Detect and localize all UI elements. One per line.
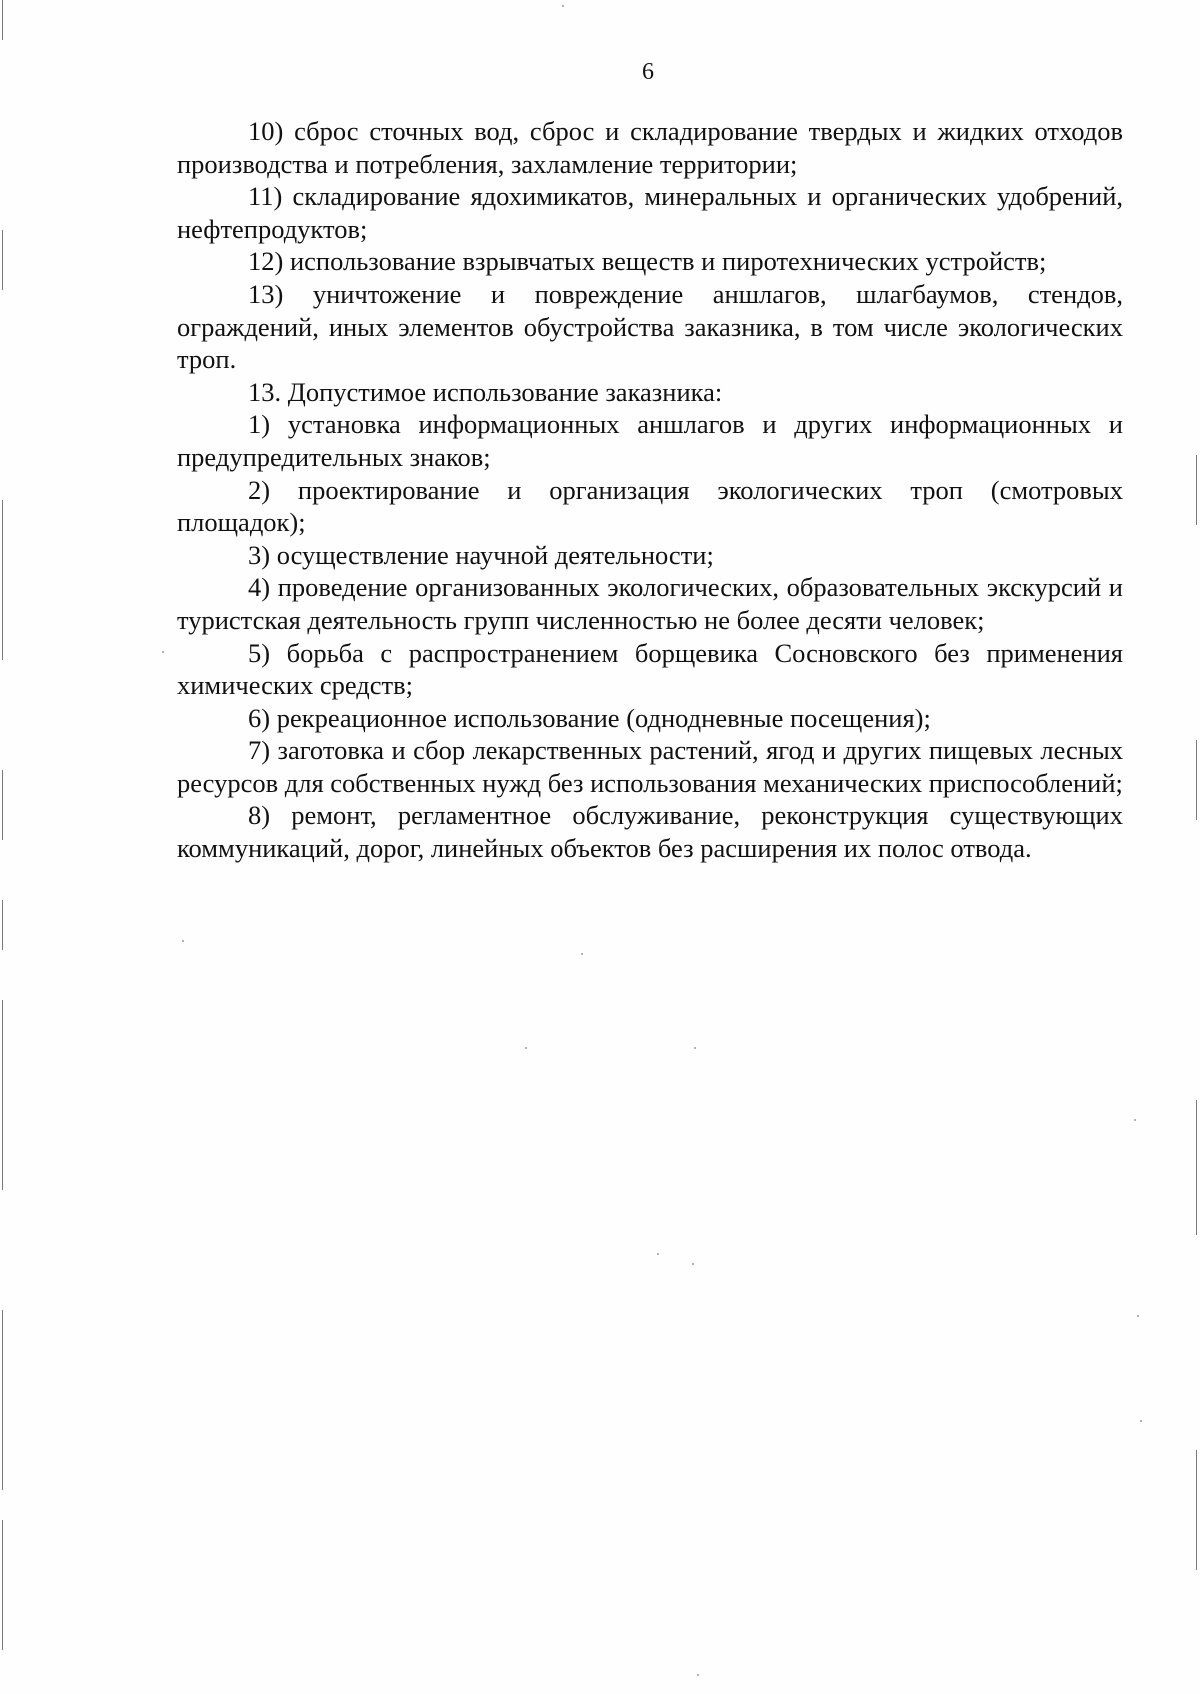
scan-edge-line [2, 900, 3, 950]
paragraph-item-11: 11) складирование ядохимикатов, минеральных и органических удобрений, нефтепродуктов; [177, 181, 1123, 244]
paragraph-item-10: 10) сброс сточных вод, сброс и складирование твердых и жидких отходов производства и потребления, захламление территории; [177, 116, 1123, 179]
scan-edge-line [1196, 455, 1197, 525]
scan-speck [697, 1674, 699, 1676]
document-body [177, 115, 1123, 865]
scan-edge-line [1196, 740, 1197, 820]
scan-speck [562, 5, 564, 7]
scan-edge-line [2, 1000, 3, 1190]
scan-speck [581, 953, 583, 955]
permitted-item-5: 5) борьба с распространением борщевика Сосновского без применения химических средств; [177, 637, 1123, 701]
scan-speck [1134, 1119, 1136, 1121]
scan-speck [657, 1253, 659, 1255]
permitted-item-3: 3) осуществление научной деятельности; [248, 539, 714, 570]
permitted-item-4: 4) проведение организованных экологических, образовательных экскурсий и туристская деятельность групп численностью не более десяти человек; [177, 572, 1123, 635]
paragraph-item-13: 13) уничтожение и повреждение аншлагов, шлагбаумов, стендов, ограждений, иных элементов обустройства заказника, в том числе экологических троп. [177, 278, 1123, 375]
permitted-item-1: 1) установка информационных аншлагов и других информационных и предупредительных знаков; [177, 409, 1123, 472]
scan-edge-line [2, 1520, 3, 1650]
scan-speck [162, 651, 164, 653]
scan-speck [692, 1263, 694, 1265]
scan-speck [694, 1047, 696, 1049]
scan-edge-line [2, 0, 3, 40]
scan-edge-line [1196, 1100, 1197, 1235]
page-number: 6 [642, 59, 654, 85]
scan-speck [1137, 1315, 1139, 1317]
scan-speck [1140, 1420, 1142, 1422]
scan-edge-line [2, 230, 3, 290]
scan-edge-line [2, 1310, 3, 1490]
scan-edge-line [1196, 1450, 1197, 1570]
paragraph-item-12: 12) использование взрывчатых веществ и пиротехнических устройств; [248, 246, 1047, 277]
scan-speck [182, 940, 184, 942]
scan-edge-line [2, 500, 3, 660]
permitted-item-8: 8) ремонт, регламентное обслуживание, реконструкция существующих коммуникаций, дорог, линейных объектов без расширения их полос отвода. [177, 800, 1123, 864]
permitted-item-6: 6) рекреационное использование (однодневные посещения); [248, 702, 931, 733]
scan-edge-line [2, 770, 3, 840]
permitted-item-7: 7) заготовка и сбор лекарственных растений, ягод и других пищевых лесных ресурсов для собственных нужд без использования механических приспособлений; [177, 735, 1123, 798]
section-heading-13: 13. Допустимое использование заказника: [248, 376, 723, 407]
scan-speck [525, 1047, 527, 1049]
permitted-item-2: 2) проектирование и организация экологических троп (смотровых площадок); [177, 474, 1123, 538]
